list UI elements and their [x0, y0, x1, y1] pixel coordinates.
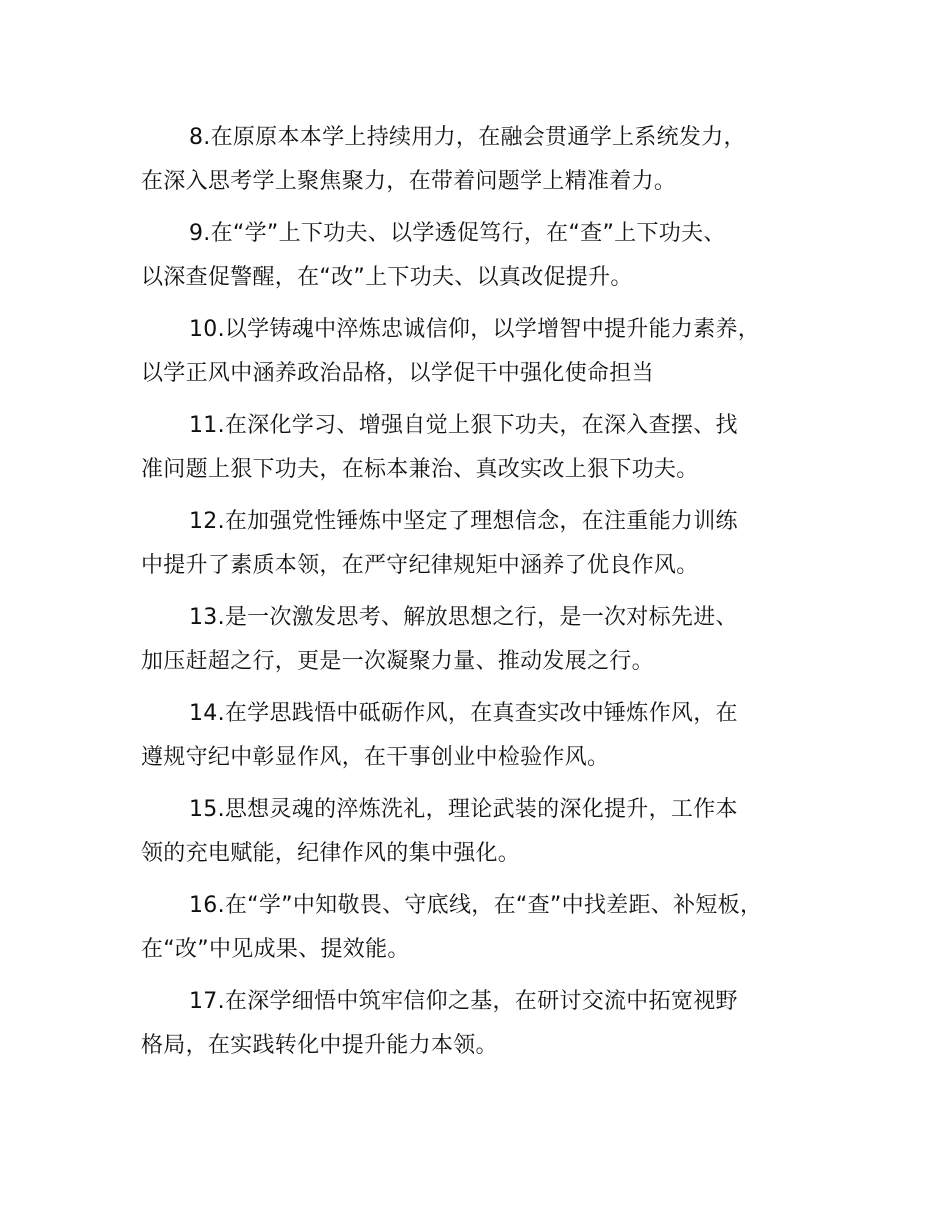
paragraph-line: 9.在“学”上下功夫、以学透促笃行，在“查”上下功夫、 [189, 221, 726, 246]
paragraph-line: 准问题上狠下功夫，在标本兼治、真改实改上狠下功夫。 [141, 457, 699, 482]
paragraph-line: 以深查促警醒，在“改”上下功夫、以真改促提升。 [141, 265, 633, 290]
paragraph-line: 格局，在实践转化中提升能力本领。 [141, 1033, 498, 1058]
document-body [141, 116, 841, 1068]
paragraph-16 [141, 884, 841, 972]
paragraph-line: 17.在深学细悟中筑牢信仰之基，在研讨交流中拓宽视野 [189, 989, 738, 1014]
paragraph-line: 领的充电赋能，纪律作风的集中强化。 [141, 841, 521, 866]
paragraph-line: 在深入思考学上聚焦聚力，在带着问题学上精准着力。 [141, 169, 677, 194]
paragraph-line: 11.在深化学习、增强自觉上狠下功夫，在深入查摆、找 [189, 413, 738, 438]
paragraph-line: 10.以学铸魂中淬炼忠诚信仰，以学增智中提升能力素养， [189, 317, 761, 342]
paragraph-line: 以学正风中涵养政治品格，以学促干中强化使命担当 [141, 361, 654, 386]
paragraph-13 [141, 596, 841, 684]
paragraph-line: 14.在学思践悟中砥砺作风，在真查实改中锤炼作风，在 [189, 701, 738, 726]
paragraph-line: 加压赶超之行，更是一次凝聚力量、推动发展之行。 [141, 649, 654, 674]
paragraph-line: 16.在“学”中知敬畏、守底线，在“查”中找差距、补短板， [189, 893, 763, 918]
paragraph-12 [141, 500, 841, 588]
paragraph-15 [141, 788, 841, 876]
paragraph-14 [141, 692, 841, 780]
paragraph-line: 8.在原原本本学上持续用力，在融会贯通学上系统发力， [189, 125, 746, 150]
paragraph-line: 遵规守纪中彰显作风，在干事创业中检验作风。 [141, 745, 610, 770]
paragraph-10 [141, 308, 841, 396]
paragraph-17 [141, 980, 841, 1068]
paragraph-11 [141, 404, 841, 492]
paragraph-9 [141, 212, 841, 300]
paragraph-8 [141, 116, 841, 204]
paragraph-line: 13.是一次激发思考、解放思想之行，是一次对标先进、 [189, 605, 738, 630]
paragraph-line: 在“改”中见成果、提效能。 [141, 937, 410, 962]
paragraph-line: 15.思想灵魂的淬炼洗礼，理论武装的深化提升，工作本 [189, 797, 738, 822]
paragraph-line: 中提升了素质本领，在严守纪律规矩中涵养了优良作风。 [141, 553, 699, 578]
paragraph-line: 12.在加强党性锤炼中坚定了理想信念，在注重能力训练 [189, 509, 738, 534]
